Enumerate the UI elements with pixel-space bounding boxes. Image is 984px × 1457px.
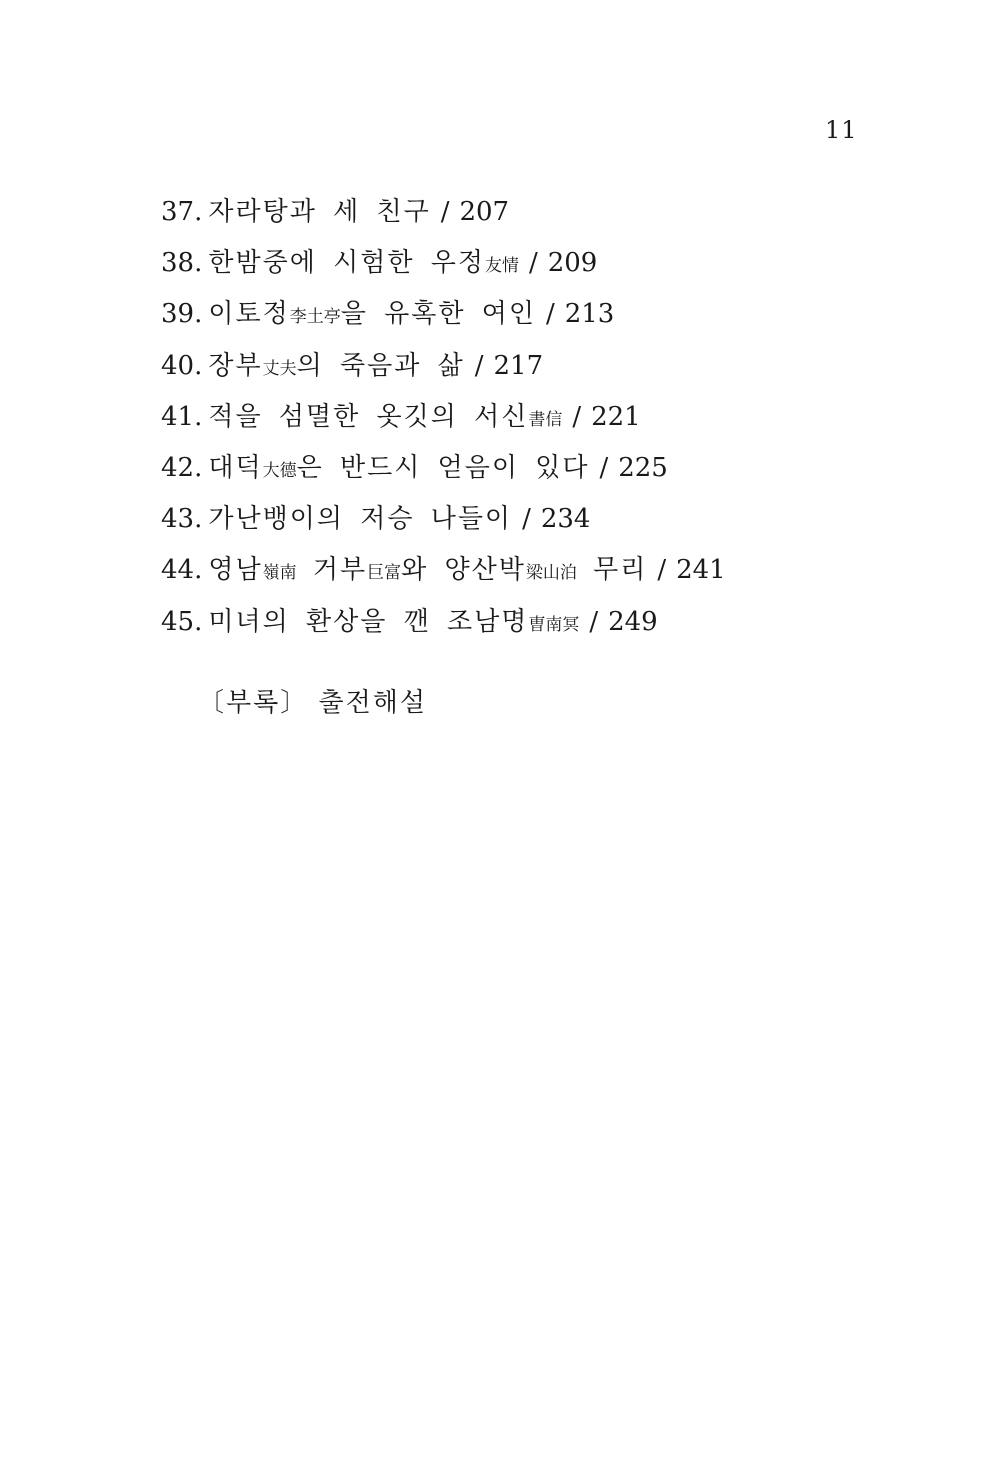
entry-number: 44. [161, 555, 203, 586]
entry-title-text: 가난뱅이의 저승 나들이 [208, 504, 513, 535]
entry-separator: / [440, 197, 450, 227]
entry-hanja: 梁山泊 [525, 563, 577, 584]
entry-title [208, 607, 579, 637]
entry-title-text: 이토정 [208, 299, 290, 330]
entry-title [208, 248, 519, 278]
entry-title-text: 와 양산박 [401, 555, 526, 586]
entry-page-number: 249 [608, 606, 658, 637]
entry-title-text: 장부 [208, 350, 263, 381]
page-number: 11 [825, 116, 858, 144]
entry-number: 41. [161, 401, 203, 432]
entry-page-number: 234 [540, 504, 591, 535]
toc-entry [161, 192, 726, 243]
entry-hanja: 友情 [484, 256, 519, 277]
entry-title-text: 자라탕과 세 친구 [208, 197, 431, 227]
entry-title [208, 555, 647, 585]
appendix-entry: 〔부록〕 출전해설 [198, 688, 427, 718]
toc-entry [161, 294, 726, 345]
entry-number: 43. [161, 504, 203, 535]
entry-hanja: 書信 [528, 409, 563, 430]
entry-title-text: 영남 [208, 555, 263, 586]
entry-page-number: 209 [547, 248, 598, 279]
entry-title-text: 거부 [296, 555, 368, 586]
entry-page-number: 213 [564, 299, 615, 330]
entry-hanja: 丈夫 [262, 358, 297, 379]
entry-number: 37. [161, 197, 203, 227]
toc-entry [161, 243, 726, 294]
entry-number: 42. [161, 452, 203, 483]
toc-entry [161, 499, 726, 550]
entry-title-text: 적을 섬멸한 옷깃의 서신 [208, 401, 529, 432]
toc-entry [161, 448, 726, 499]
toc-entry [161, 602, 726, 653]
entry-title-text: 을 유혹한 여인 [340, 299, 536, 330]
entry-title-text: 한밤중에 시험한 우정 [208, 248, 485, 279]
entry-page-number: 217 [493, 350, 544, 381]
entry-number: 39. [161, 299, 203, 330]
entry-title-text: 대덕 [208, 452, 263, 483]
entry-hanja: 嶺南 [262, 563, 297, 584]
entry-separator: / [599, 452, 609, 483]
entry-hanja: 曺南冥 [528, 614, 580, 635]
entry-separator: / [474, 350, 484, 381]
entry-title-text: 은 반드시 얻음이 있다 [296, 452, 590, 483]
entry-separator: / [572, 401, 582, 432]
entry-title [208, 351, 464, 381]
entry-page-number: 225 [618, 452, 668, 483]
entry-title [208, 299, 536, 329]
entry-title-text: 무리 [576, 555, 648, 586]
entry-title [208, 402, 562, 432]
toc-entry [161, 550, 726, 601]
entry-page-number: 221 [591, 401, 641, 432]
toc-entry [161, 346, 726, 397]
toc-entry [161, 397, 726, 448]
table-of-contents [161, 192, 726, 653]
entry-title [208, 504, 512, 534]
entry-title-text: 미녀의 환상을 깬 조남명 [208, 606, 529, 637]
entry-hanja: 李土亭 [289, 307, 341, 328]
entry-page-number: 241 [676, 555, 726, 586]
entry-page-number: 207 [459, 197, 510, 227]
entry-separator: / [657, 555, 667, 586]
entry-hanja: 大德 [262, 460, 297, 481]
entry-number: 45. [161, 606, 203, 637]
entry-separator: / [528, 248, 538, 279]
entry-title-text: 의 죽음과 삶 [296, 350, 465, 381]
entry-separator: / [522, 504, 531, 535]
entry-number: 40. [161, 350, 203, 381]
entry-separator: / [545, 299, 555, 330]
entry-separator: / [589, 606, 599, 637]
entry-title [208, 453, 589, 483]
entry-title [208, 197, 430, 227]
entry-hanja: 巨富 [367, 563, 402, 584]
entry-number: 38. [161, 248, 203, 279]
